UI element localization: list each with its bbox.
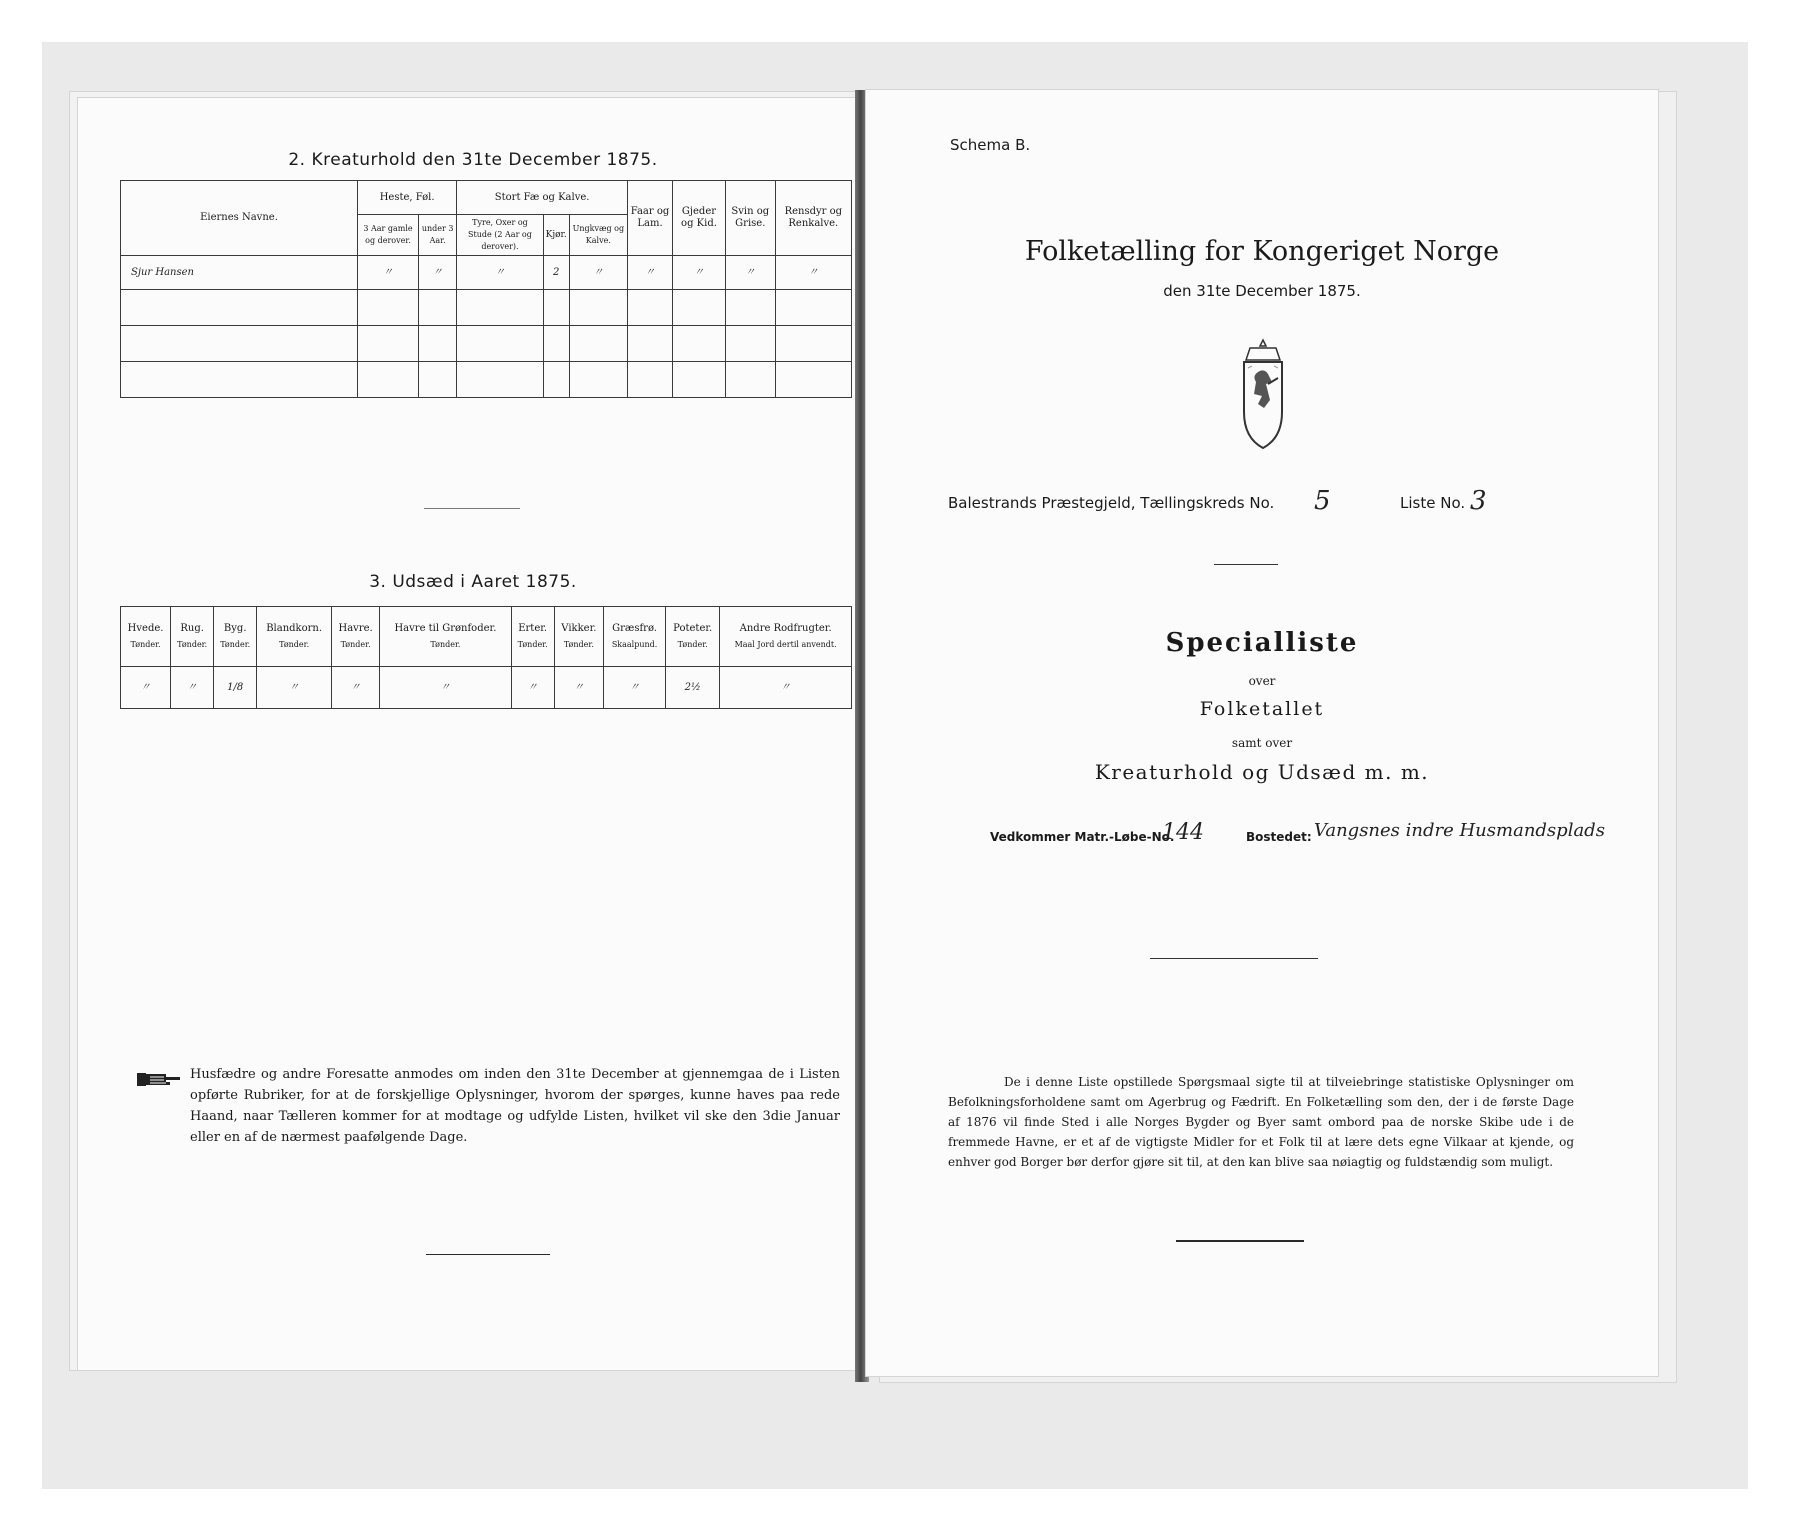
matr-number: 144 <box>1162 820 1204 845</box>
gjeder-header: Gjeder og Kid. <box>673 181 726 256</box>
over-label: over <box>1248 674 1276 688</box>
parish-label: Balestrands Præstegjeld, Tællingskreds No. <box>948 494 1275 512</box>
divider <box>424 508 520 509</box>
seed-value-cell: 〃 <box>554 667 603 709</box>
heste-sub2: under 3 Aar. <box>419 215 457 256</box>
svin-header: Svin og Grise. <box>725 181 775 256</box>
seed-value-cell: 〃 <box>257 667 332 709</box>
left-page <box>78 98 868 1370</box>
seed-header-unit: Tønder. <box>340 639 371 649</box>
owner-name: Sjur Hansen <box>121 256 358 290</box>
heste-sub1: 3 Aar gamle og derover. <box>358 215 419 256</box>
folketallet-label: Folketallet <box>1199 698 1325 720</box>
livestock-cell: 〃 <box>627 256 672 290</box>
seed-header-name: Vikker. <box>561 622 597 634</box>
section2-title: 2. Kreaturhold den 31te December 1875. <box>288 150 658 170</box>
seed-table <box>120 606 852 709</box>
divider <box>1214 564 1278 565</box>
kreatur-label: Kreaturhold og Udsæd m. m. <box>1094 760 1430 784</box>
section3-title: 3. Udsæd i Aaret 1875. <box>369 572 577 592</box>
seed-value-cell: 〃 <box>720 667 852 709</box>
right-page <box>866 90 1658 1376</box>
seed-header <box>554 607 603 667</box>
heste-header: Heste, Føl. <box>358 181 457 215</box>
livestock-cell: 〃 <box>725 256 775 290</box>
bosted-value: Vangsnes indre Husmandsplads <box>1314 820 1605 841</box>
stort-sub1: Tyre, Oxer og Stude (2 Aar og derover). <box>457 215 543 256</box>
seed-header <box>511 607 554 667</box>
document-title: Folketælling for Kongeriget Norge <box>1024 236 1500 267</box>
seed-value-cell: 〃 <box>171 667 214 709</box>
seed-header-name: Havre. <box>338 622 373 634</box>
seed-header <box>666 607 720 667</box>
seed-header-name: Andre Rodfrugter. <box>739 622 832 634</box>
seed-header-name: Græsfrø. <box>612 622 657 634</box>
divider <box>1176 1240 1304 1242</box>
seed-value-cell: 〃 <box>121 667 171 709</box>
seed-header <box>214 607 257 667</box>
seed-value-cell: 2½ <box>666 667 720 709</box>
seed-header-unit: Tønder. <box>279 639 310 649</box>
seed-header-unit: Tønder. <box>563 639 594 649</box>
livestock-cell: 〃 <box>775 256 851 290</box>
divider <box>1150 958 1318 959</box>
samt-over-label: samt over <box>1231 736 1293 750</box>
kreds-number: 5 <box>1314 486 1331 516</box>
faar-header: Faar og Lam. <box>627 181 672 256</box>
schema-label: Schema B. <box>950 136 1031 154</box>
table-row <box>121 667 852 709</box>
seed-header-unit: Skaalpund. <box>611 639 658 649</box>
liste-label: Liste No. <box>1400 494 1466 512</box>
liste-number: 3 <box>1470 486 1487 516</box>
seed-header-unit: Tønder. <box>430 639 461 649</box>
seed-header <box>171 607 214 667</box>
seed-header <box>380 607 511 667</box>
livestock-cell: 〃 <box>419 256 457 290</box>
divider <box>426 1254 550 1255</box>
pointing-hand-icon <box>136 1068 184 1090</box>
seed-value-cell: 1/8 <box>214 667 257 709</box>
document-date: den 31te December 1875. <box>1163 282 1361 300</box>
stort-header: Stort Fæ og Kalve. <box>457 181 628 215</box>
seed-header-name: Hvede. <box>127 622 164 634</box>
seed-header <box>257 607 332 667</box>
seed-value-cell: 〃 <box>380 667 511 709</box>
livestock-cell: 〃 <box>457 256 543 290</box>
seed-value-cell: 〃 <box>511 667 554 709</box>
seed-header-name: Poteter. <box>673 622 713 634</box>
rensdyr-header: Rensdyr og Renkalve. <box>775 181 851 256</box>
seed-header-name: Rug. <box>180 622 204 634</box>
stort-sub3: Ungkvæg og Kalve. <box>569 215 627 256</box>
special-title: Specialliste <box>1165 628 1359 658</box>
livestock-cell: 2 <box>543 256 569 290</box>
seed-header-unit: Tønder. <box>220 639 251 649</box>
owner-header: Eiernes Navne. <box>121 181 358 256</box>
seed-value-cell: 〃 <box>604 667 666 709</box>
seed-header <box>332 607 380 667</box>
livestock-table <box>120 180 852 398</box>
seed-header <box>121 607 171 667</box>
seed-header-unit: Maal Jord dertil anvendt. <box>734 639 837 649</box>
livestock-cell: 〃 <box>569 256 627 290</box>
seed-header-unit: Tønder. <box>130 639 161 649</box>
matr-label: Vedkommer Matr.-Løbe-No. <box>990 830 1175 844</box>
norway-coat-of-arms-icon <box>1228 338 1298 452</box>
notice-text: Husfædre og andre Foresatte anmodes om inden den 31te December at gjennemgaa de i Listen opførte Rubriker, for at de forskjellige Oplysninger, hvorom der spørges, kunne haves paa rede Haand, naar Tælleren kommer for at modtage og udfylde Listen, hvilket vil ske den 3die Januar eller en af de nærmest paafølgende Dage. <box>190 1067 840 1145</box>
seed-header-unit: Tønder. <box>177 639 208 649</box>
seed-header-name: Havre til Grønfoder. <box>394 622 497 634</box>
livestock-cell: 〃 <box>673 256 726 290</box>
seed-header-name: Blandkorn. <box>266 622 323 634</box>
table-row <box>121 256 852 290</box>
livestock-cell: 〃 <box>358 256 419 290</box>
seed-header-unit: Tønder. <box>677 639 708 649</box>
seed-header-name: Erter. <box>518 622 548 634</box>
bosted-label: Bostedet: <box>1246 830 1312 844</box>
footer-note: De i denne Liste opstillede Spørgsmaal sigte til at tilveiebringe statistiske Oplysninger om Befolkningsforholdene samt om Agerbrug og Fædrift. En Folketælling som den, der i de første Dage af 1876 vil finde Sted i alle Norges Bygder og Byer samt ombord paa de norske Skibe ude i de fremmede Havne, er et af de vigtigste Midler for et Folk til at lære dets egne Vilkaar at kjende, og enhver god Borger bør derfor gjøre sit til, at den kan blive saa nøiagtig og fuldstændig som muligt. <box>948 1075 1574 1169</box>
seed-header-name: Byg. <box>223 622 247 634</box>
seed-header-unit: Tønder. <box>517 639 548 649</box>
stort-sub2: Kjør. <box>543 215 569 256</box>
seed-value-cell: 〃 <box>332 667 380 709</box>
seed-header <box>604 607 666 667</box>
seed-header <box>720 607 852 667</box>
